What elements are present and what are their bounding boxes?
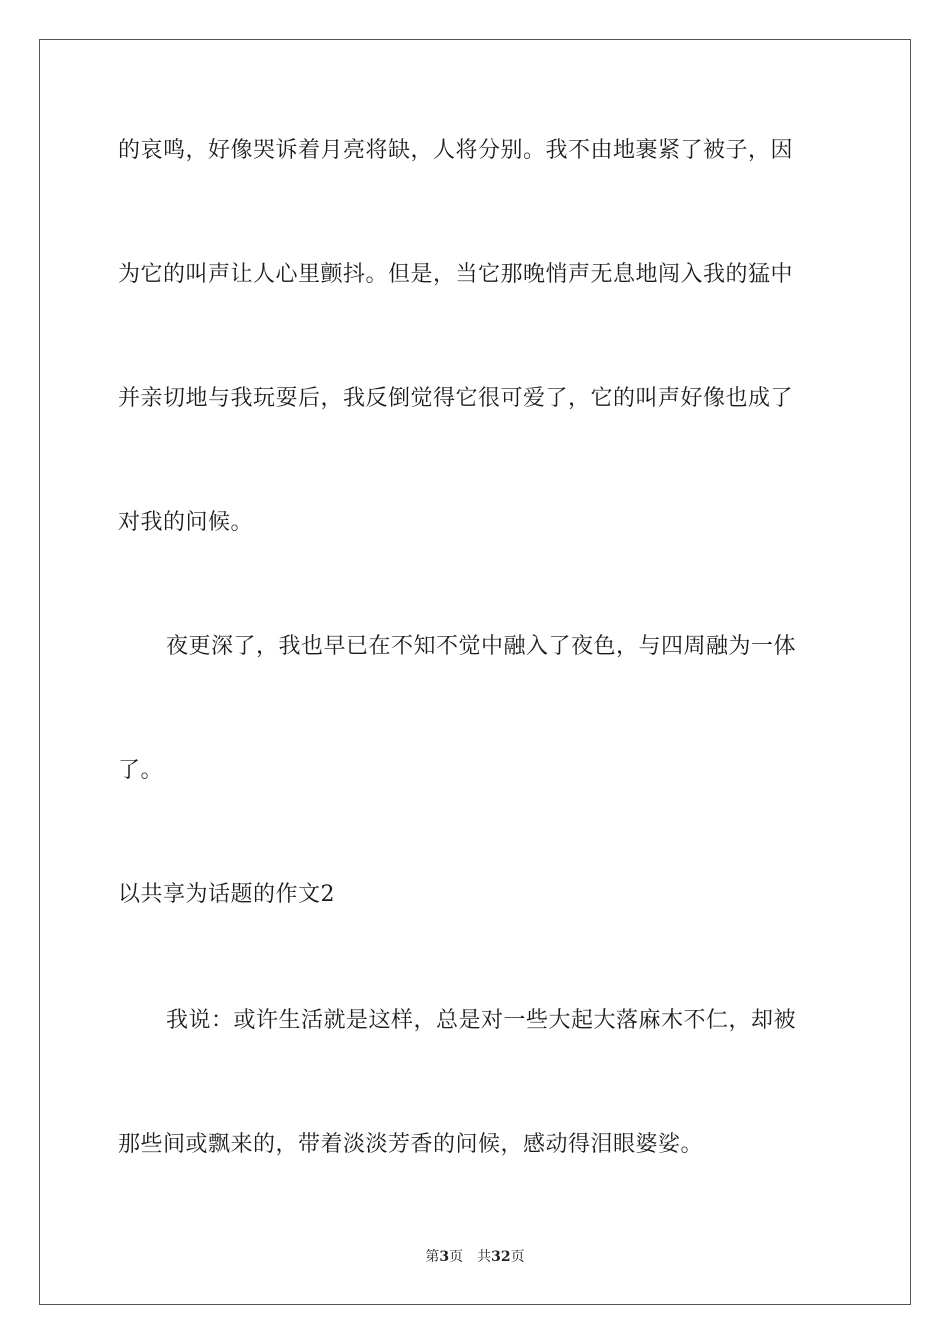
paragraph-line: 对我的问候。 <box>118 510 254 535</box>
page-border <box>39 39 911 1305</box>
total-prefix: 共 <box>477 1249 492 1265</box>
paragraph-line: 为它的叫声让人心里颤抖。但是，当它那晚悄声无息地闯入我的猛中 <box>118 262 794 287</box>
section-heading: 以共享为话题的作文2 <box>118 882 335 907</box>
paragraph-line: 那些间或飘来的，带着淡淡芳香的问候，感动得泪眼婆娑。 <box>118 1132 704 1157</box>
paragraph-line: 了。 <box>118 758 164 783</box>
paragraph-line: 的哀鸣，好像哭诉着月亮将缺，人将分别。我不由地裹紧了被子，因 <box>118 138 794 163</box>
total-suffix: 页 <box>510 1249 525 1265</box>
paragraph-line: 我说：或许生活就是这样，总是对一些大起大落麻木不仁，却被 <box>166 1008 797 1033</box>
page-footer <box>0 1247 950 1267</box>
paragraph-line: 夜更深了，我也早已在不知不觉中融入了夜色，与四周融为一体 <box>166 634 797 659</box>
total-pages: 32 <box>491 1249 511 1265</box>
page-number: 3 <box>439 1249 450 1265</box>
page-suffix: 页 <box>449 1249 464 1265</box>
paragraph-line: 并亲切地与我玩耍后，我反倒觉得它很可爱了，它的叫声好像也成了 <box>118 386 794 411</box>
page-prefix: 第 <box>425 1249 440 1265</box>
